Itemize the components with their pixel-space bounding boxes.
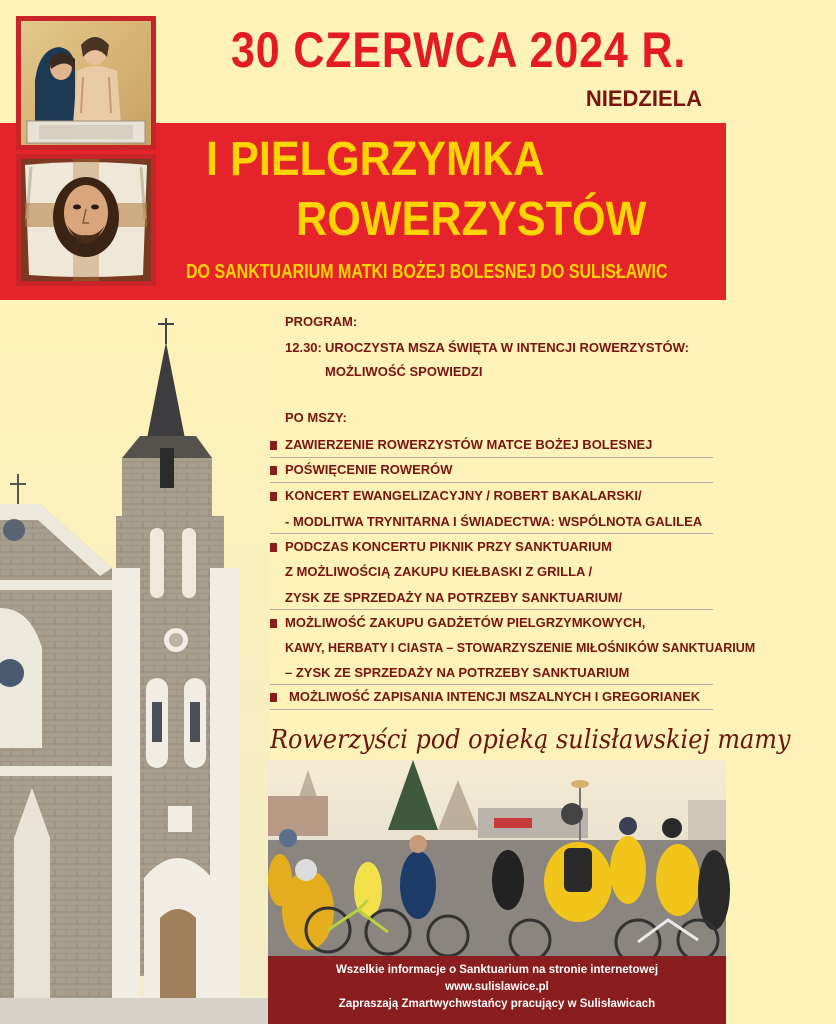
title-line-2: ROWERZYSTÓW	[296, 193, 647, 246]
after-mass-heading: PO MSZY:	[285, 410, 347, 425]
divider	[268, 457, 713, 458]
list-item: ZAWIERZENIE ROWERZYSTÓW MATCE BOŻEJ BOLESNEJ	[285, 437, 653, 452]
tagline: Rowerzyści pod opieką sulisławskiej mamy	[270, 725, 791, 755]
title-line-1: I PIELGRZYMKA	[206, 133, 545, 186]
list-item-continuation: Z MOŻLIWOŚCIĄ ZAKUPU KIEŁBASKI Z GRILLA /	[285, 564, 593, 579]
divider	[268, 482, 713, 483]
footer-line-invitation: Zapraszają Zmartwychwstańcy pracujący w Sulisławicach	[338, 998, 656, 1010]
church-photo	[0, 318, 270, 998]
list-item: MOŻLIWOŚĆ ZAKUPU GADŻETÓW PIELGRZYMKOWYCH,	[285, 615, 646, 630]
event-weekday: NIEDZIELA	[585, 86, 702, 111]
list-item: PODCZAS KONCERTU PIKNIK PRZY SANKTUARIUM	[285, 539, 612, 554]
divider	[268, 609, 713, 610]
list-item-continuation: – ZYSK ZE SPRZEDAŻY NA POTRZEBY SANKTUARIUM	[285, 665, 630, 680]
list-item: MOŻLIWOŚĆ ZAPISANIA INTENCJI MSZALNYCH I GREGORIANEK	[289, 689, 701, 704]
sidewalk	[0, 998, 270, 1024]
veil-of-veronica-icon	[16, 154, 156, 286]
list-item: KONCERT EWANGELIZACYJNY / ROBERT BAKALARSKI/	[285, 488, 642, 503]
pieta-icon	[16, 16, 156, 150]
list-item-continuation: - MODLITWA TRYNITARNA I ŚWIADECTWA: WSPÓLNOTA GALILEA	[285, 514, 703, 529]
footer-info	[268, 956, 726, 1024]
program-time: 12.30:	[285, 340, 322, 355]
list-item-continuation: KAWY, HERBATY I CIASTA – STOWARZYSZENIE MIŁOŚNIKÓW SANKTUARIUM	[285, 641, 756, 655]
footer-line-info: Wszelkie informacje o Sanktuarium na stronie internetowej	[335, 964, 659, 976]
event-date: 30 CZERWCA 2024 R.	[231, 22, 687, 78]
divider	[268, 709, 713, 710]
list-item: POŚWIĘCENIE ROWERÓW	[285, 462, 453, 477]
divider	[268, 533, 713, 534]
subtitle: DO SANKTUARIUM MATKI BOŻEJ BOLESNEJ DO SULISŁAWIC	[186, 261, 668, 283]
divider	[268, 684, 713, 685]
program-mass: UROCZYSTA MSZA ŚWIĘTA W INTENCJI ROWERZYSTÓW:	[325, 340, 689, 355]
website-link[interactable]: www.sulislawice.pl	[445, 981, 549, 993]
list-item-continuation: ZYSK ZE SPRZEDAŻY NA POTRZEBY SANKTUARIUM/	[285, 590, 623, 605]
program-confession: MOŻLIWOŚĆ SPOWIEDZI	[325, 364, 483, 379]
program-heading: PROGRAM:	[285, 314, 358, 329]
cyclists-photo	[268, 760, 726, 956]
